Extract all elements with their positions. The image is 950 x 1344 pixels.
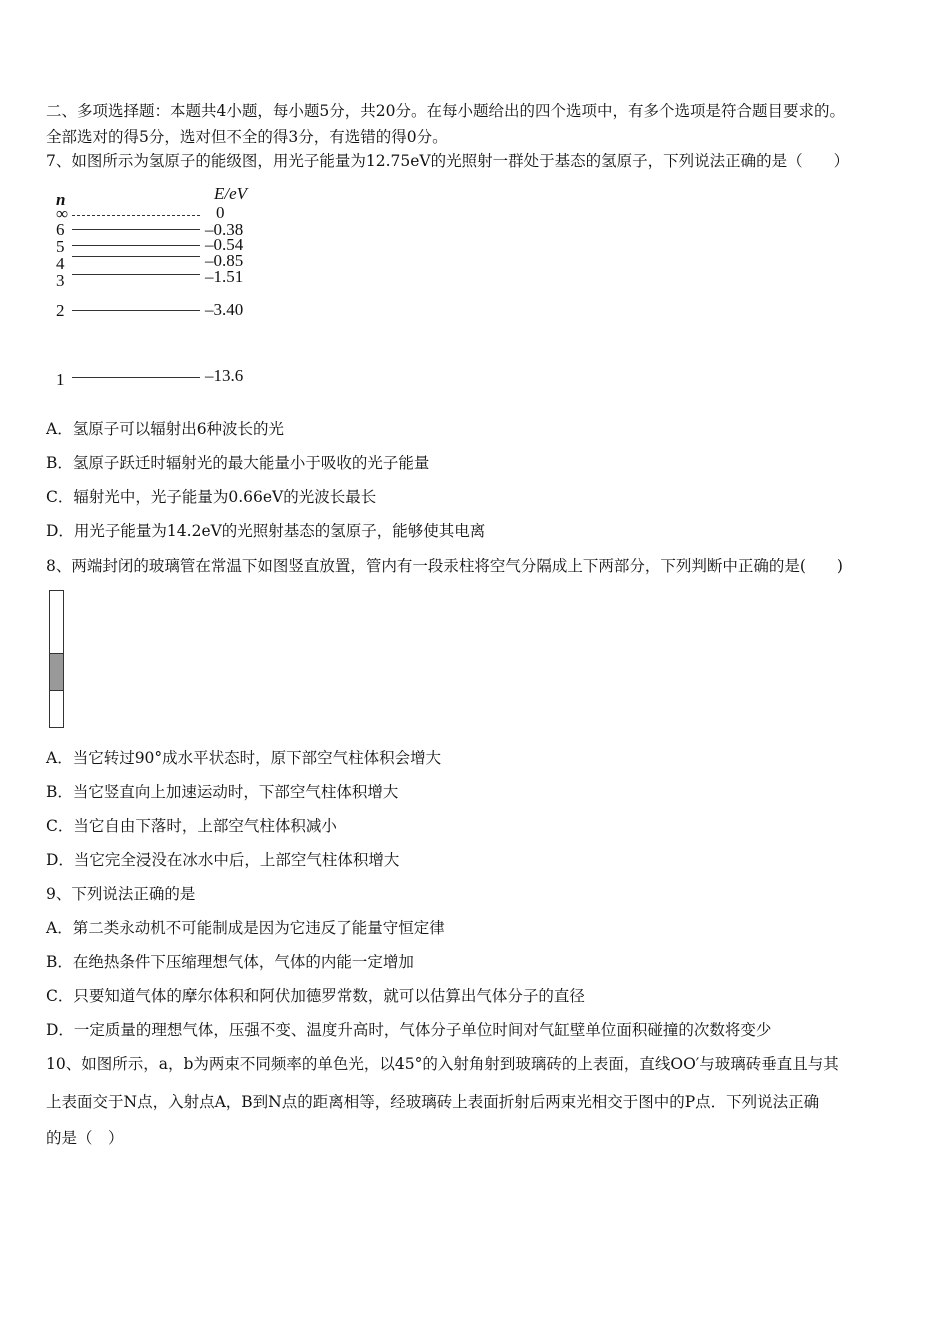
question-9-stem: 9、下列说法正确的是 <box>46 885 196 903</box>
n-axis-label: n <box>56 190 66 209</box>
level-line <box>72 256 200 257</box>
section-header-line-1: 二、多项选择题：本题共4小题，每小题5分，共20分。在每小题给出的四个选项中，有多个选项是符合题目要求的。 <box>46 102 845 120</box>
level-line <box>72 377 200 378</box>
level-n: 4 <box>56 254 65 273</box>
question-10-line-3: 的是（ ） <box>46 1129 124 1147</box>
q8-option-b: B．当它竖直向上加速运动时，下部空气柱体积增大 <box>46 783 399 801</box>
level-line <box>72 215 200 216</box>
question-10-line-1: 10、如图所示，a，b为两束不同频率的单色光，以45°的入射角射到玻璃砖的上表面，直线OO′与玻璃砖垂直且与其 <box>46 1055 839 1073</box>
section-header-line-2: 全部选对的得5分，选对但不全的得3分，有选错的得0分。 <box>46 128 448 146</box>
q9-option-b: B．在绝热条件下压缩理想气体，气体的内能一定增加 <box>46 953 414 971</box>
q9-option-c: C．只要知道气体的摩尔体积和阿伏加德罗常数，就可以估算出气体分子的直径 <box>46 987 585 1005</box>
level-energy: –0.54 <box>205 235 244 254</box>
q7-option-a: A．氢原子可以辐射出6种波长的光 <box>46 420 285 438</box>
level-line <box>72 310 200 311</box>
glass-tube-figure <box>49 590 64 728</box>
q7-option-b: B．氢原子跃迁时辐射光的最大能量小于吸收的光子能量 <box>46 454 430 472</box>
level-n: 1 <box>56 370 65 389</box>
q9-option-d: D．一定质量的理想气体，压强不变、温度升高时，气体分子单位时间对气缸壁单位面积碰撞的次数将变少 <box>46 1021 772 1039</box>
level-energy: –3.40 <box>205 300 244 319</box>
level-energy: –0.38 <box>205 220 244 239</box>
level-n: ∞ <box>56 204 69 223</box>
q8-option-d: D．当它完全浸没在冰水中后，上部空气柱体积增大 <box>46 851 400 869</box>
hydrogen-energy-level-diagram <box>50 182 270 392</box>
mercury-column <box>50 653 63 691</box>
level-line <box>72 274 200 275</box>
q9-option-a: A．第二类永动机不可能制成是因为它违反了能量守恒定律 <box>46 919 445 937</box>
level-energy: –1.51 <box>205 267 244 286</box>
level-line <box>72 229 200 230</box>
question-10-line-2: 上表面交于N点，入射点A，B到N点的距离相等，经玻璃砖上表面折射后两束光相交于图中的P点．下列说法正确 <box>46 1093 820 1111</box>
question-8-stem: 8、两端封闭的玻璃管在常温下如图竖直放置，管内有一段汞柱将空气分隔成上下两部分，下列判断中正确的是( ) <box>46 557 843 575</box>
question-7-stem: 7、如图所示为氢原子的能级图，用光子能量为12.75eV的光照射一群处于基态的氢原子，下列说法正确的是（ ） <box>46 152 850 170</box>
energy-axis-label: E/eV <box>214 184 248 203</box>
q8-option-c: C．当它自由下落时，上部空气柱体积减小 <box>46 817 337 835</box>
level-energy: 0 <box>216 203 225 222</box>
q7-option-c: C．辐射光中，光子能量为0.66eV的光波长最长 <box>46 488 377 506</box>
level-n: 2 <box>56 301 65 320</box>
level-energy: –0.85 <box>205 251 244 270</box>
level-energy: –13.6 <box>205 366 244 385</box>
q7-option-d: D．用光子能量为14.2eV的光照射基态的氢原子，能够使其电离 <box>46 522 486 540</box>
level-n: 5 <box>56 237 65 256</box>
q8-option-a: A．当它转过90°成水平状态时，原下部空气柱体积会增大 <box>46 749 442 767</box>
level-n: 6 <box>56 220 65 239</box>
level-n: 3 <box>56 271 65 290</box>
level-line <box>72 245 200 246</box>
